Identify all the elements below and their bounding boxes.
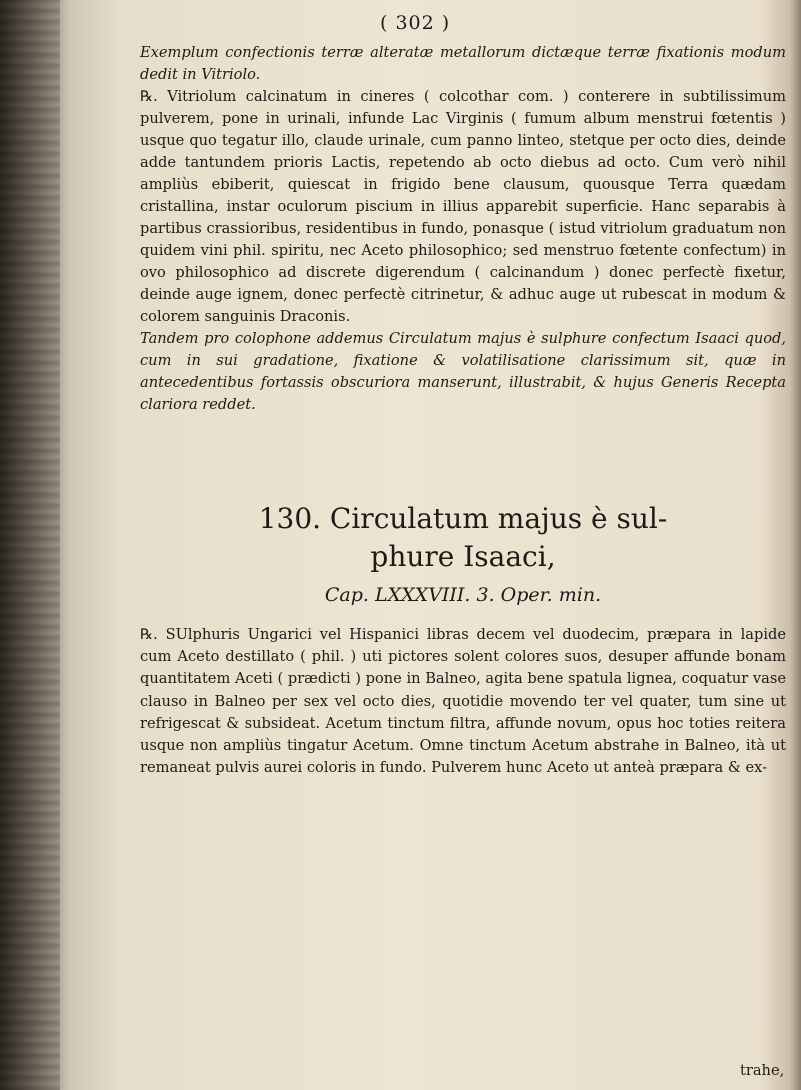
section-1-paragraph-1: ℞. Vitriolum calcinatum in cineres ( colcothar com. ) conterere in subtilissimum pulverem, pone in urinali, infunde Lac Virginis ( fumum album menstrui fœtentis ) usque quo tegatur illo, claude urinale, cum panno linteo, stetque per octo dies, deinde adde tantundem prioris Lactis, repetendo ab octo diebus ad octo. Cum verò nihil ampliùs ebiberit, quiescat in frigido bene clausum, quousque Terra quædam cristallina, instar oculorum piscium in illius apparebit superficie. Hanc separabis à partibus crassioribus, residentibus in fundo, ponasque ( istud vitriolum graduatum non quidem vini phil. spiritu, nec Aceto philosophico; sed menstruo fœtente confectum) in ovo philosophico ad discrete digerendum ( calcinandum ) donec perfectè fixetur, deinde auge ignem, donec perfectè citrinetur, & adhuc auge ut rubescat in modum & colorem sanguinis Draconis. [140, 88, 786, 325]
chapter-title-line-1: 130. Circulatum majus è sul- [258, 502, 668, 535]
page-number: ( 302 ) [380, 12, 451, 34]
section-1-heading: Exemplum confectionis terræ alteratæ metallorum dictæque terræ fixationis modum dedit in Vitriolo. [140, 44, 786, 83]
section-2-body [140, 624, 786, 779]
section-1 [140, 42, 786, 416]
section-1-paragraph-2: Tandem pro colophone addemus Circulatum majus è sulphure confectum Isaaci quod, cum in sui gradatione, fixatione & volatilisatione clarissimum sit, quæ in antecedentibus fortassis obscuriora manserunt, illustrabit, & hujus Generis Recepta clariora reddet. [140, 330, 786, 413]
chapter-caption: Cap. LXXXVIII. 3. Oper. min. [324, 584, 602, 606]
catchword: trahe, [740, 1062, 785, 1079]
chapter-title [140, 500, 786, 576]
book-gutter [0, 0, 60, 1090]
section-2-paragraph: ℞. SUlphuris Ungarici vel Hispanici libras decem vel duodecim, præpara in lapide cum Aceto destillato ( phil. ) uti pictores solent colores suos, desuper affunde bonam quantitatem Aceti ( prædicti ) pone in Balneo, agita bene spatula lignea, coquatur vase clauso in Balneo per sex vel octo dies, quotidie movendo ter vel quater, tum sine ut refrigescat & subsideat. Acetum tinctum filtra, affunde novum, opus hoc toties reitera usque non ampliùs tingatur Acetum. Omne tinctum Acetum abstrahe in Balneo, ità ut remaneat pulvis aurei coloris in fundo. Pulverem hunc Aceto ut anteà præpara & ex- [140, 626, 786, 777]
chapter-title-line-2: phure Isaaci, [370, 540, 556, 573]
